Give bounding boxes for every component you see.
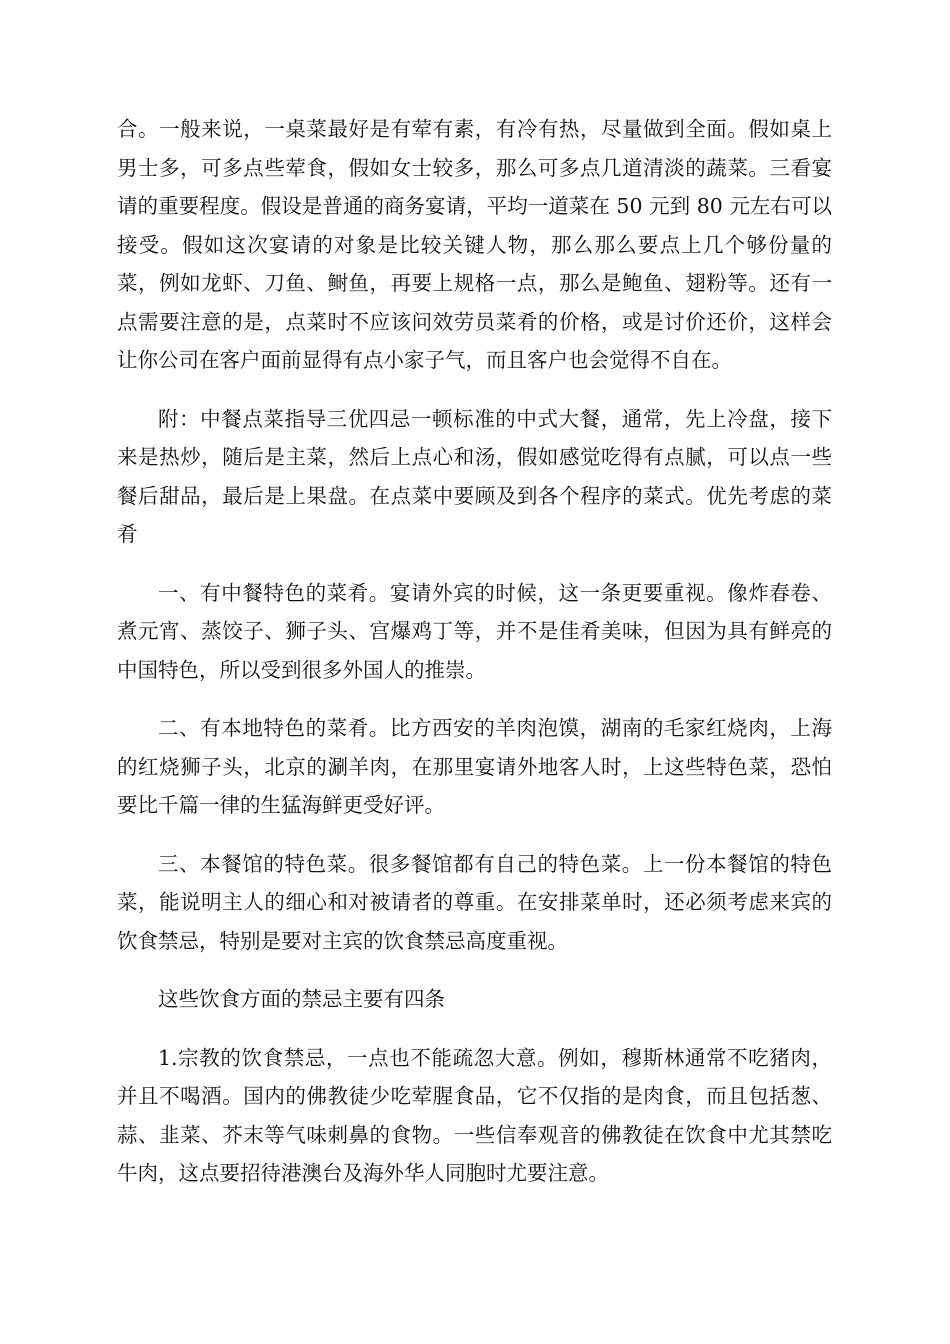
paragraph-local-specialty-dishes: 二、有本地特色的菜肴。比方西安的羊肉泡馍，湖南的毛家红烧肉，上海的红烧狮子头，北京的涮羊肉，在那里宴请外地客人时，上这些特色菜，恐怕要比千篇一律的生猛海鲜更受好评。 xyxy=(117,716,832,817)
paragraph-ordering-guide-intro: 附：中餐点菜指导三优四忌一顿标准的中式大餐，通常，先上冷盘，接下来是热炒，随后是主菜，然后上点心和汤，假如感觉吃得有点腻，可以点一些餐后甜品，最后是上果盘。在点菜中要顾及到各个程序的菜式。优先考虑的菜肴 xyxy=(117,406,832,546)
paragraph-banquet-ordering-tips: 合。一般来说，一桌菜最好是有荤有素，有冷有热，尽量做到全面。假如桌上男士多，可多点些荤食，假如女士较多，那么可多点几道清淡的蔬菜。三看宴请的重要程度。假设是普通的商务宴请，平均一道菜在 50 元到 80 元左右可以接受。假如这次宴请的对象是比较关键人物，那么那么要点上几个够份量的菜，例如龙虾、刀鱼、鲥鱼，再要上规格一点，那么是鲍鱼、翅粉等。还有一点需要注意的是，点菜时不应该问效劳员菜肴的价格，或是讨价还价，这样会让你公司在客户面前显得有点小家子气，而且客户也会觉得不自在。 xyxy=(117,117,832,372)
paragraph-dietary-taboos-heading: 这些饮食方面的禁忌主要有四条 xyxy=(158,987,445,1011)
paragraph-chinese-specialty-dishes: 一、有中餐特色的菜肴。宴请外宾的时候，这一条更要重视。像炸春卷、煮元宵、蒸饺子、狮子头、宫爆鸡丁等，并不是佳肴美味，但因为具有鲜亮的中国特色，所以受到很多外国人的推崇。 xyxy=(117,580,832,682)
document-page xyxy=(117,110,832,1213)
paragraph-restaurant-specialty-dishes: 三、本餐馆的特色菜。很多餐馆都有自己的特色菜。上一份本餐馆的特色菜，能说明主人的细心和对被请者的尊重。在安排菜单时，还必须考虑来宾的饮食禁忌，特别是要对主宾的饮食禁忌高度重视。 xyxy=(117,851,832,953)
paragraph-religious-taboos: 1.宗教的饮食禁忌，一点也不能疏忽大意。例如，穆斯林通常不吃猪肉，并且不喝酒。国内的佛教徒少吃荤腥食品，它不仅指的是肉食，而且包括葱、蒜、韭菜、芥末等气味刺鼻的食物。一些信奉观音的佛教徒在饮食中尤其禁吃牛肉，这点要招待港澳台及海外华人同胞时尤要注意。 xyxy=(117,1045,832,1185)
